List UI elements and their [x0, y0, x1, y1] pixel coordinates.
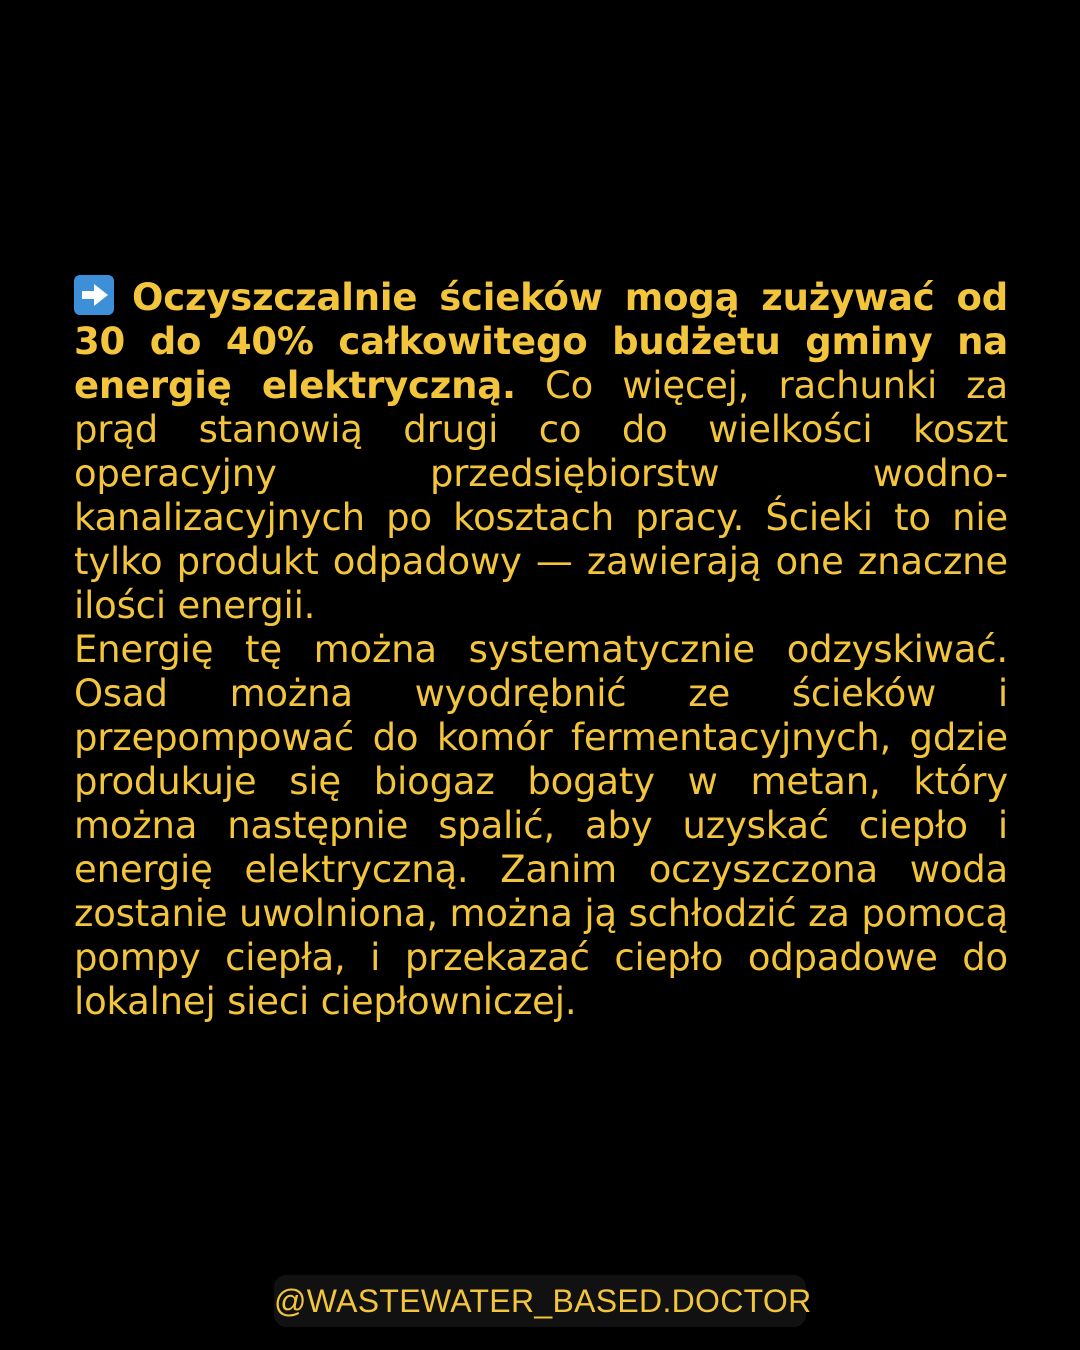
paragraph-1-text: Co więcej, rachunki za prąd stanowią drugi co do wielkości koszt operacyjny przedsiębiorstw wodno-kanalizacyjnych po kosztach pracy. Ścieki to nie tylko produkt odpadowy — zawierają one znaczne ilości energii. [74, 364, 1008, 627]
paragraph-2: Energię tę można systematycznie odzyskiwać. Osad można wyodrębnić ze ścieków i przepompować do komór fermentacyjnych, gdzie produkuje się biogaz bogaty w metan, który można następnie spalić, aby uzyskać ciepło i energię elektryczną. Zanim oczyszczona woda zostanie uwolniona, można ją schłodzić za pomocą pompy ciepła, i przekazać ciepło odpadowe do lokalnej sieci ciepłowniczej. [74, 628, 1008, 1023]
arrow-right-icon [74, 275, 114, 315]
bold-lead-text: Oczyszczalnie ścieków mogą zużywać od 30 do 40% całkowitego budżetu gminy na energię elektryczną. [74, 276, 1008, 407]
main-text-block [74, 275, 1008, 1024]
handle-badge: @WASTEWATER_BASED.DOCTOR [274, 1275, 806, 1327]
paragraph-1 [74, 275, 1008, 628]
